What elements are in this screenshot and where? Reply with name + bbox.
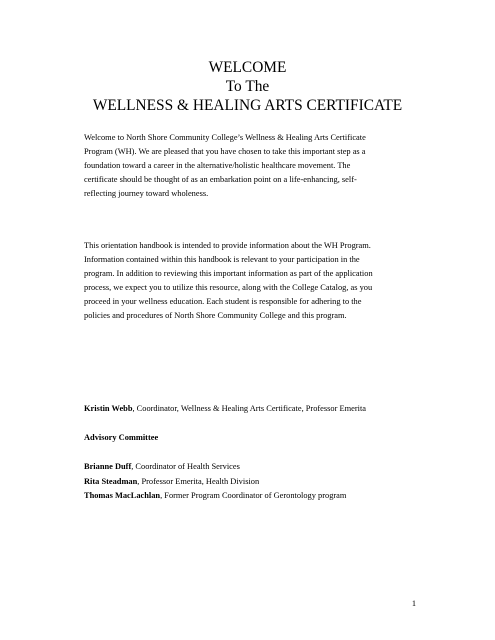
title-line-program: WELLNESS & HEALING ARTS CERTIFICATE: [92, 97, 403, 114]
coordinator-name: Kristin Webb: [84, 404, 133, 413]
handbook-line: Information contained within this handbook is relevant to your participation in the: [84, 255, 360, 265]
member-role: , Former Program Coordinator of Gerontology program: [160, 491, 347, 500]
handbook-line: proceed in your wellness education. Each student is responsible for adhering to the: [84, 297, 362, 307]
page-number: 1: [411, 599, 416, 608]
coordinator-role: , Coordinator, Wellness & Healing Arts Certificate, Professor Emerita: [132, 404, 366, 413]
title-line-welcome: WELCOME: [208, 59, 287, 76]
member-name: Brianne Duff: [84, 462, 132, 471]
member-role: , Professor Emerita, Health Division: [137, 477, 260, 486]
intro-line: Program (WH). We are pleased that you have chosen to take this important step as a: [84, 147, 366, 157]
handbook-line: program. In addition to reviewing this important information as part of the application: [84, 269, 373, 279]
advisory-member: [84, 460, 240, 474]
member-name: Rita Steadman: [84, 477, 138, 486]
intro-line: Welcome to North Shore Community College’s Wellness & Healing Arts Certificate: [84, 133, 366, 142]
advisory-member: [84, 475, 259, 489]
advisory-committee-heading: Advisory Committee: [84, 433, 159, 442]
intro-paragraph: [84, 131, 424, 201]
intro-line: reflecting journey toward wholeness.: [84, 189, 209, 199]
handbook-line: This orientation handbook is intended to provide information about the WH Program.: [84, 241, 371, 250]
coordinator-signature: [84, 402, 366, 416]
intro-line: foundation toward a career in the alternative/holistic healthcare movement. The: [84, 161, 351, 171]
title-line-to-the: To The: [225, 78, 270, 95]
handbook-line: policies and procedures of North Shore Community College and this program.: [84, 311, 347, 321]
advisory-member: [84, 489, 346, 503]
page-title: [0, 58, 495, 115]
handbook-paragraph: [84, 239, 424, 324]
member-name: Thomas MacLachlan: [84, 491, 161, 500]
intro-line: certificate should be thought of as an embarkation point on a life-enhancing, self-: [84, 175, 357, 185]
member-role: , Coordinator of Health Services: [131, 462, 240, 471]
handbook-line: process, we expect you to utilize this resource, along with the College Catalog, as you: [84, 283, 373, 293]
